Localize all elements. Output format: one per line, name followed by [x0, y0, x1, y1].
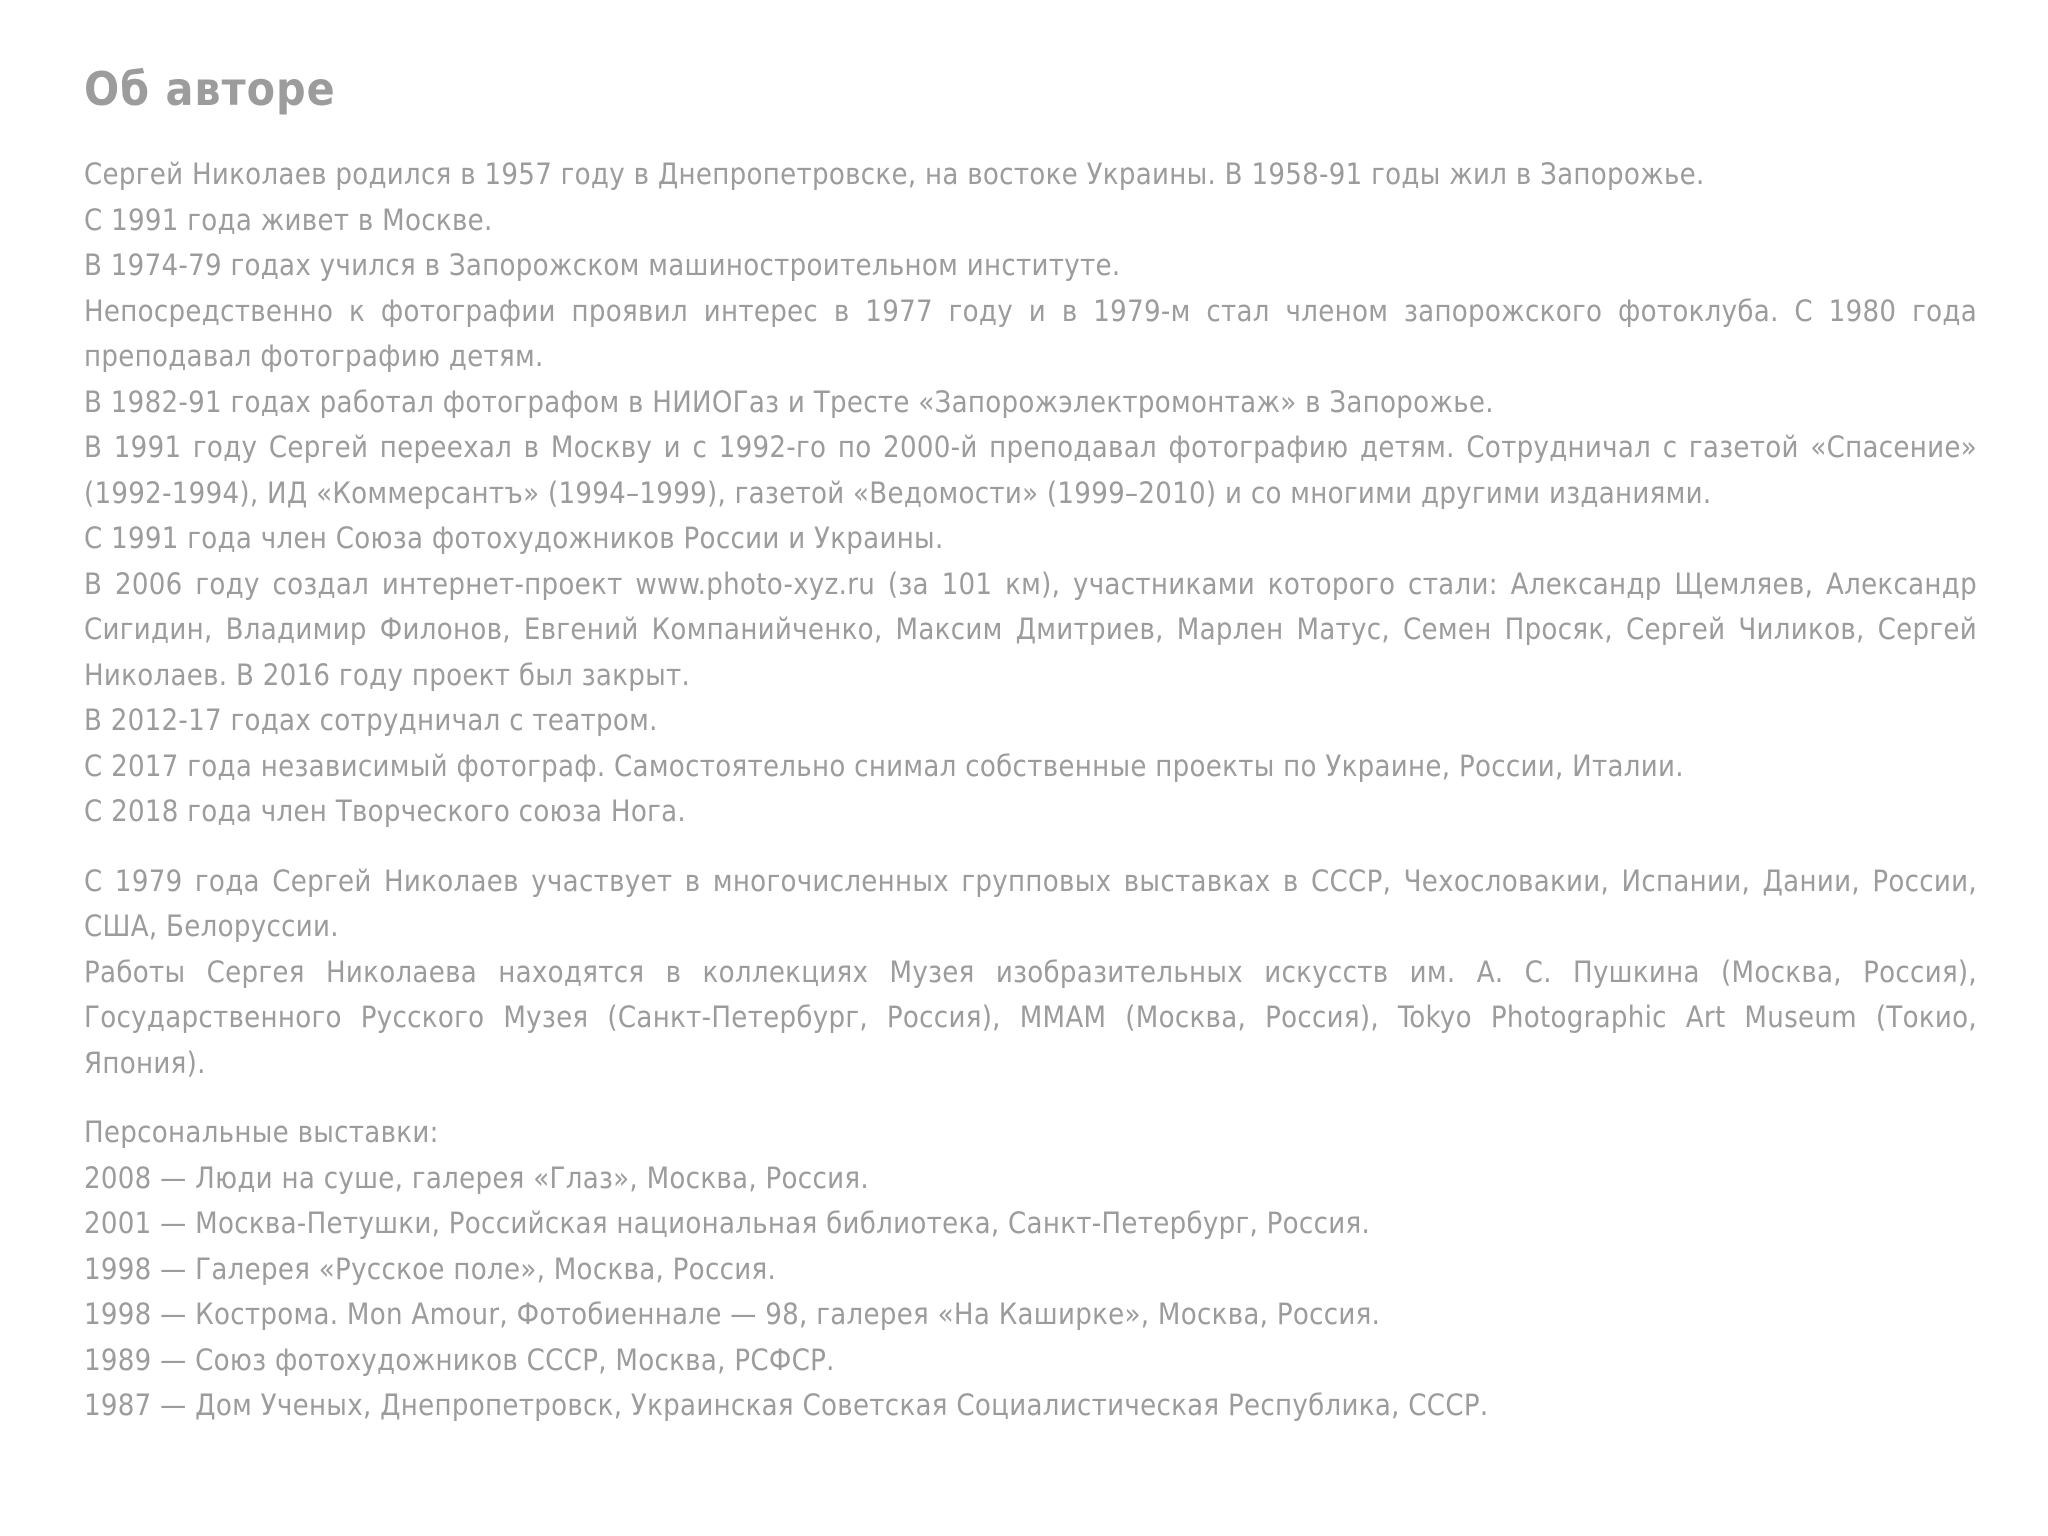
personal-exhibitions-heading: Персональные выставки:: [84, 1115, 439, 1149]
bio-paragraph: С 2018 года член Творческого союза Нога.: [84, 794, 686, 828]
bio-paragraph: С 1991 года живет в Москве.: [84, 202, 493, 237]
bio-paragraph: С 1991 года член Союза фотохудожников России и Украины.: [84, 521, 944, 555]
bio-paragraph: В 2012-17 годах сотрудничал с театром.: [84, 703, 658, 737]
bio-paragraph: Непосредственно к фотографии проявил интерес в 1977 году и в 1979-м стал членом запорожского фотоклуба. С 1980 года преподавал фотографию детям.: [84, 293, 1977, 373]
bio-paragraph: В 1982-91 годах работал фотографом в НИИОГаз и Тресте «Запорожэлектромонтаж» в Запорожье.: [84, 384, 1494, 419]
exhibitions-info-section: [84, 859, 1977, 1087]
exhibition-list-item: 1987 — Дом Ученых, Днепропетровск, Украинская Советская Социалистическая Республика, СССР.: [84, 1388, 1489, 1422]
bio-paragraph: С 2017 года независимый фотограф. Самостоятельно снимал собственные проекты по Украине, России, Италии.: [84, 748, 1684, 783]
exhibition-list-item: 2001 — Москва-Петушки, Российская национальная библиотека, Санкт-Петербург, Россия.: [84, 1206, 1371, 1240]
exhibition-list-item: 2008 — Люди на суше, галерея «Глаз», Москва, Россия.: [84, 1160, 869, 1195]
bio-paragraph: В 1991 году Сергей переехал в Москву и с 1992-го по 2000-й преподавал фотографию детям. Сотрудничал с газетой «Спасение» (1992-1994), ИД «Коммерсантъ» (1994–1999), газетой «Ведомости» (1999–2010) и со многими другими изданиями.: [84, 430, 1977, 510]
bio-paragraph: Сергей Николаев родился в 1957 году в Днепропетровске, на востоке Украины. В 1958-91 годы жил в Запорожье.: [84, 157, 1705, 191]
bio-paragraph: В 2006 году создал интернет-проект www.photo-xyz.ru (за 101 км), участниками которого стали: Александр Щемляев, Александр Сигидин, Владимир Филонов, Евгений Компанийченко, Максим Дмитриев, Марлен Матус, Семен Просяк, Сергей Чиликов, Сергей Николаев. В 2016 году проект был закрыт.: [84, 566, 1977, 692]
collections-paragraph: Работы Сергея Николаева находятся в коллекциях Музея изобразительных искусств им. А. С. Пушкина (Москва, Россия), Государственного Русского Музея (Санкт-Петербург, Россия), ММАМ (Москва, Россия), Tokyo Photographic Art Museum (Токио, Япония).: [84, 954, 1977, 1080]
about-author-page: [84, 56, 1977, 1429]
exhibition-list-item: 1998 — Кострома. Mon Amour, Фотобиеннале — 98, галерея «На Каширке», Москва, Россия.: [84, 1297, 1381, 1331]
exhibitions-paragraph: С 1979 года Сергей Николаев участвует в многочисленных групповых выставках в СССР, Чехословакии, Испании, Дании, России, США, Белоруссии.: [84, 863, 1977, 943]
exhibition-list-item: 1989 — Союз фотохудожников СССР, Москва, РСФСР.: [84, 1342, 835, 1377]
bio-paragraph: В 1974-79 годах учился в Запорожском машиностроительном институте.: [84, 248, 1121, 282]
exhibition-list-item: 1998 — Галерея «Русское поле», Москва, Россия.: [84, 1251, 777, 1286]
personal-exhibitions-section: [84, 1110, 1977, 1429]
page-title: Об авторе: [84, 62, 336, 116]
bio-section: [84, 152, 1977, 835]
